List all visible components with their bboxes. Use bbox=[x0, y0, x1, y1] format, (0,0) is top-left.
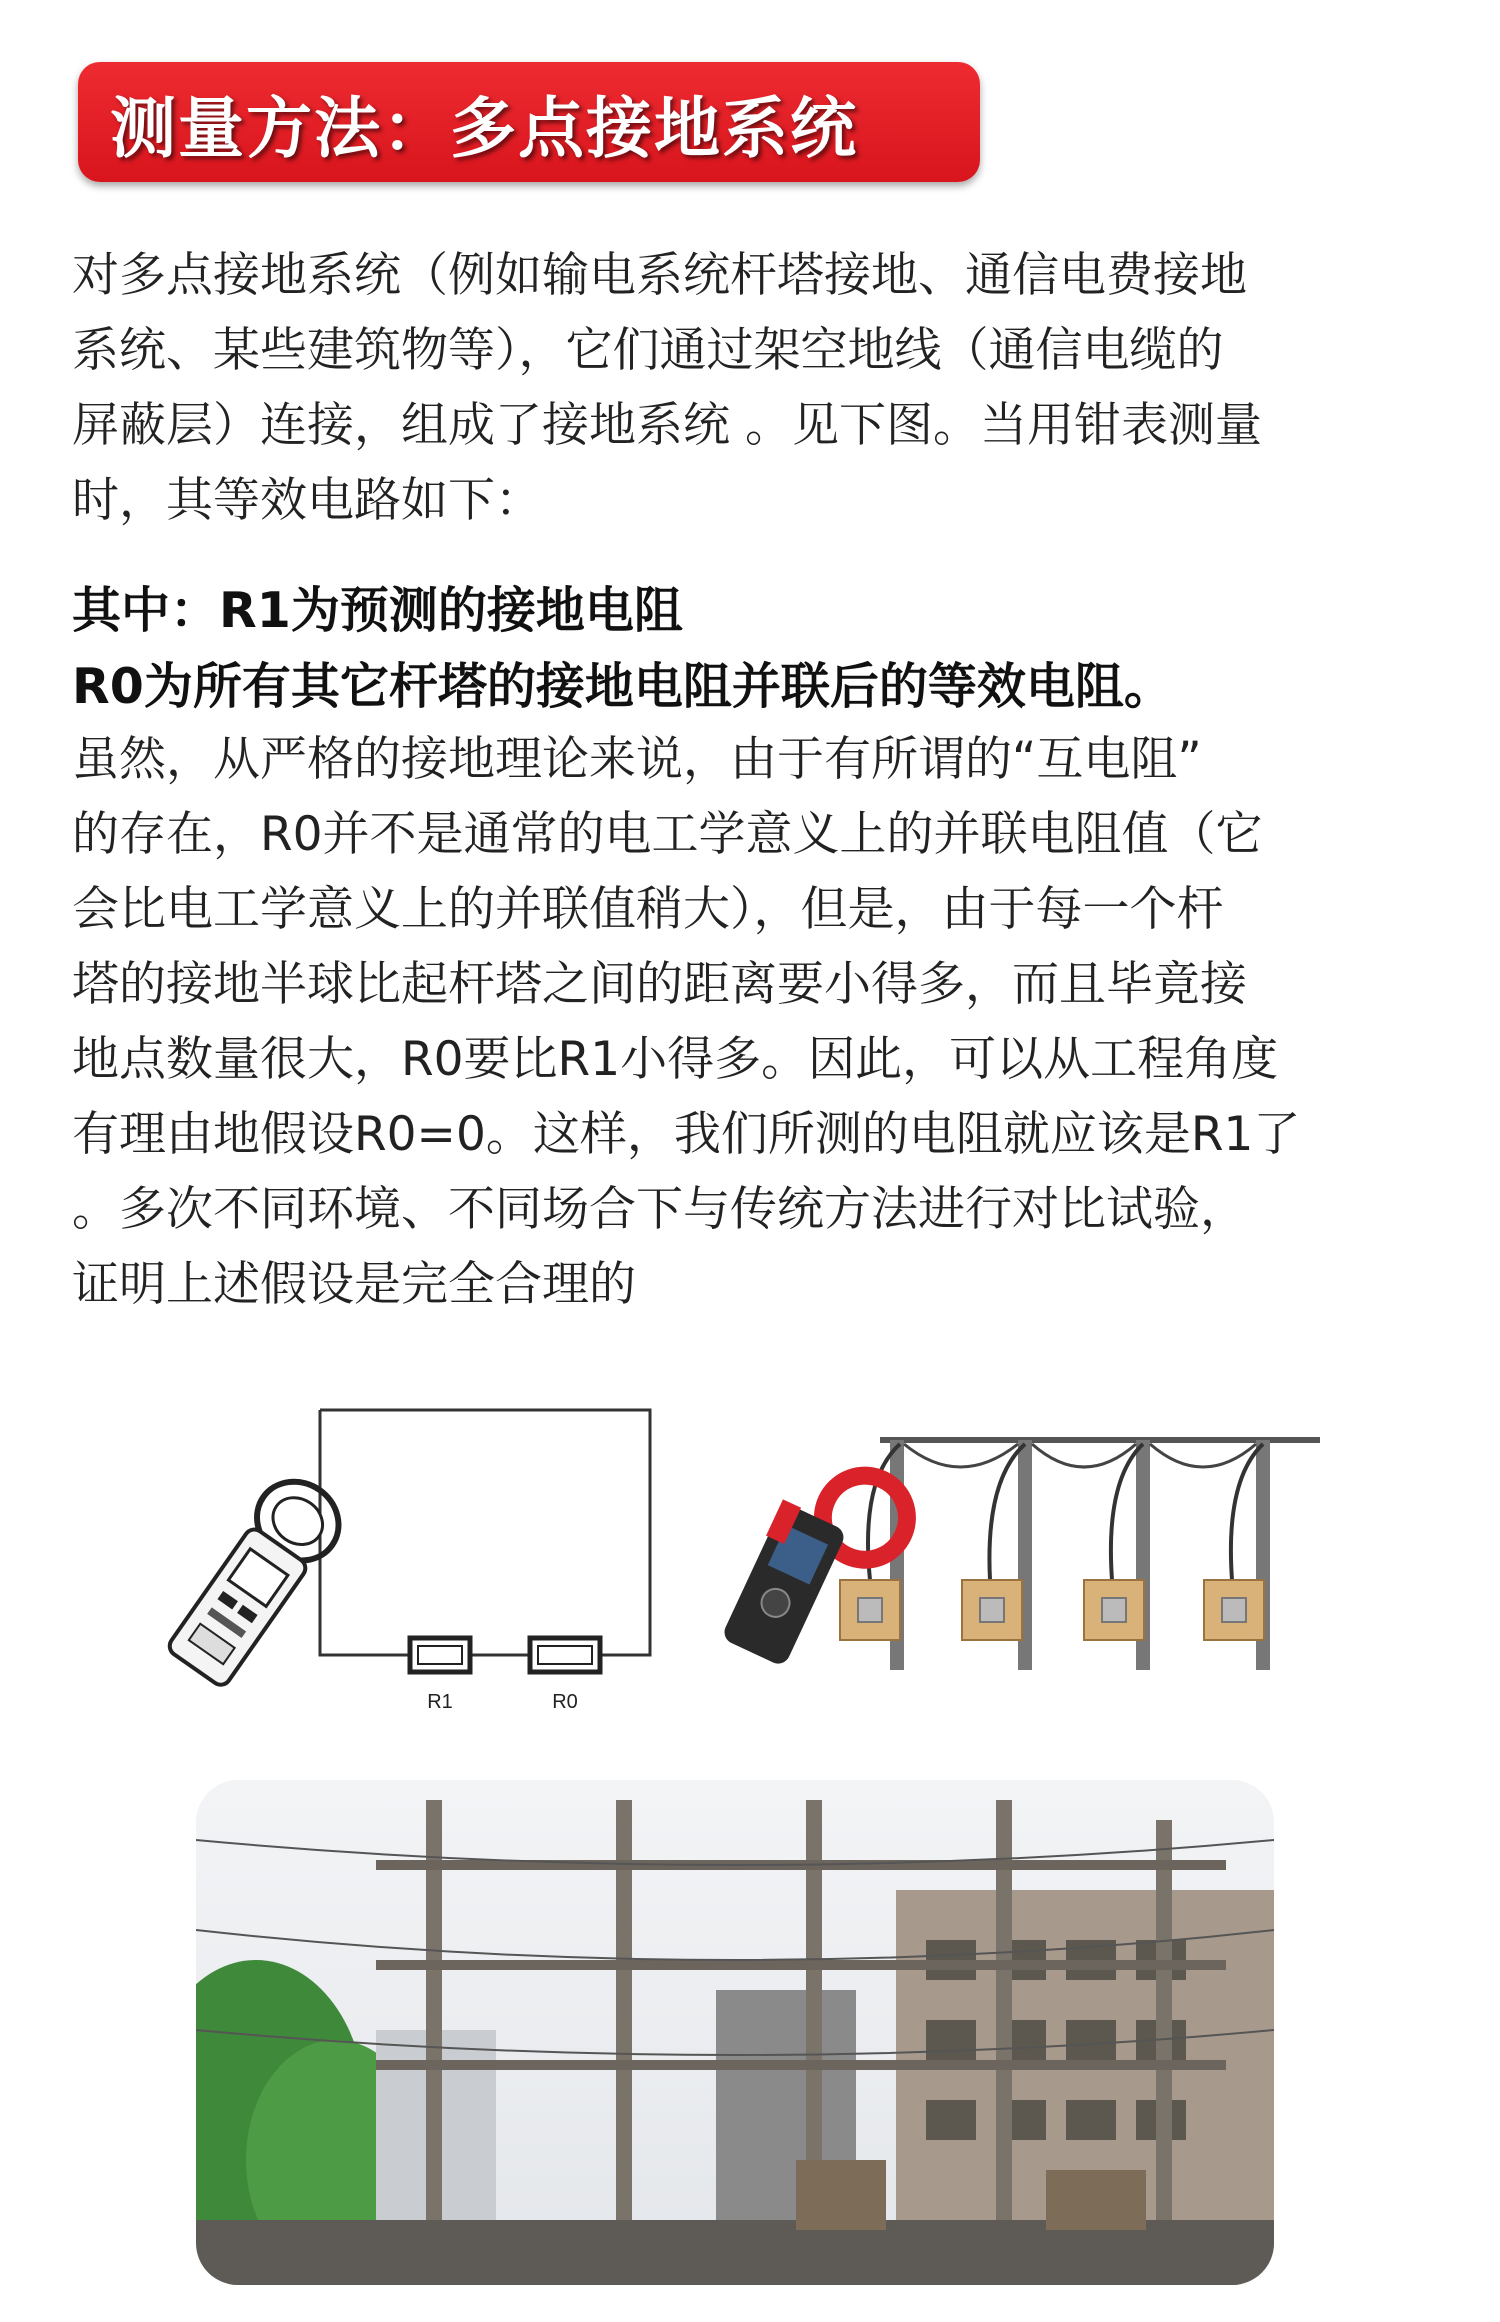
body-line: 。多次不同环境、不同场合下与传统方法进行对比试验， bbox=[72, 1182, 1247, 1237]
clamp-meter-icon bbox=[160, 1466, 354, 1693]
circuit-wire bbox=[320, 1410, 410, 1655]
body-line: 证明上述假设是完全合理的 bbox=[72, 1257, 636, 1312]
body-line: 塔的接地半球比起杆塔之间的距离要小得多，而且毕竟接 bbox=[72, 957, 1247, 1012]
r1-label: R1 bbox=[427, 1691, 453, 1713]
intro-line: 屏蔽层）连接，组成了接地系统 。见下图。当用钳表测量 bbox=[72, 398, 1262, 453]
substation-photo bbox=[196, 1780, 1274, 2285]
body-line: 会比电工学意义上的并联值稍大），但是，由于每一个杆 bbox=[72, 882, 1224, 937]
body-paragraph bbox=[72, 722, 1432, 1322]
section-title-banner bbox=[78, 62, 980, 182]
body-line: 虽然，从严格的接地理论来说，由于有所谓的“互电阻” bbox=[72, 732, 1202, 787]
equivalent-circuit-diagram bbox=[160, 1390, 680, 1720]
body-line: 地点数量很大，R0要比R1小得多。因此，可以从工程角度 bbox=[72, 1032, 1279, 1087]
circuit-wire bbox=[320, 1410, 650, 1655]
intro-line: 时，其等效电路如下： bbox=[72, 473, 542, 528]
intro-paragraph bbox=[72, 238, 1432, 538]
section-title: 测量方法：多点接地系统 bbox=[110, 89, 858, 167]
resistor-r1 bbox=[410, 1638, 470, 1672]
body-line: 的存在，R0并不是通常的电工学意义上的并联电阻值（它 bbox=[72, 807, 1263, 862]
definition-r0: R0为所有其它杆塔的接地电阻并联后的等效电阻。 bbox=[72, 658, 1173, 715]
definition-r1: 其中：R1为预测的接地电阻 bbox=[72, 582, 683, 639]
resistor-r0 bbox=[530, 1638, 600, 1672]
body-line: 有理由地假设R0=0。这样，我们所测的电阻就应该是R1了 bbox=[72, 1107, 1301, 1162]
intro-line: 系统、某些建筑物等），它们通过架空地线（通信电缆的 bbox=[72, 323, 1224, 378]
r0-label: R0 bbox=[552, 1691, 578, 1713]
multipoint-grounding-diagram bbox=[700, 1420, 1330, 1690]
intro-line: 对多点接地系统（例如输电系统杆塔接地、通信电费接地 bbox=[72, 248, 1247, 303]
